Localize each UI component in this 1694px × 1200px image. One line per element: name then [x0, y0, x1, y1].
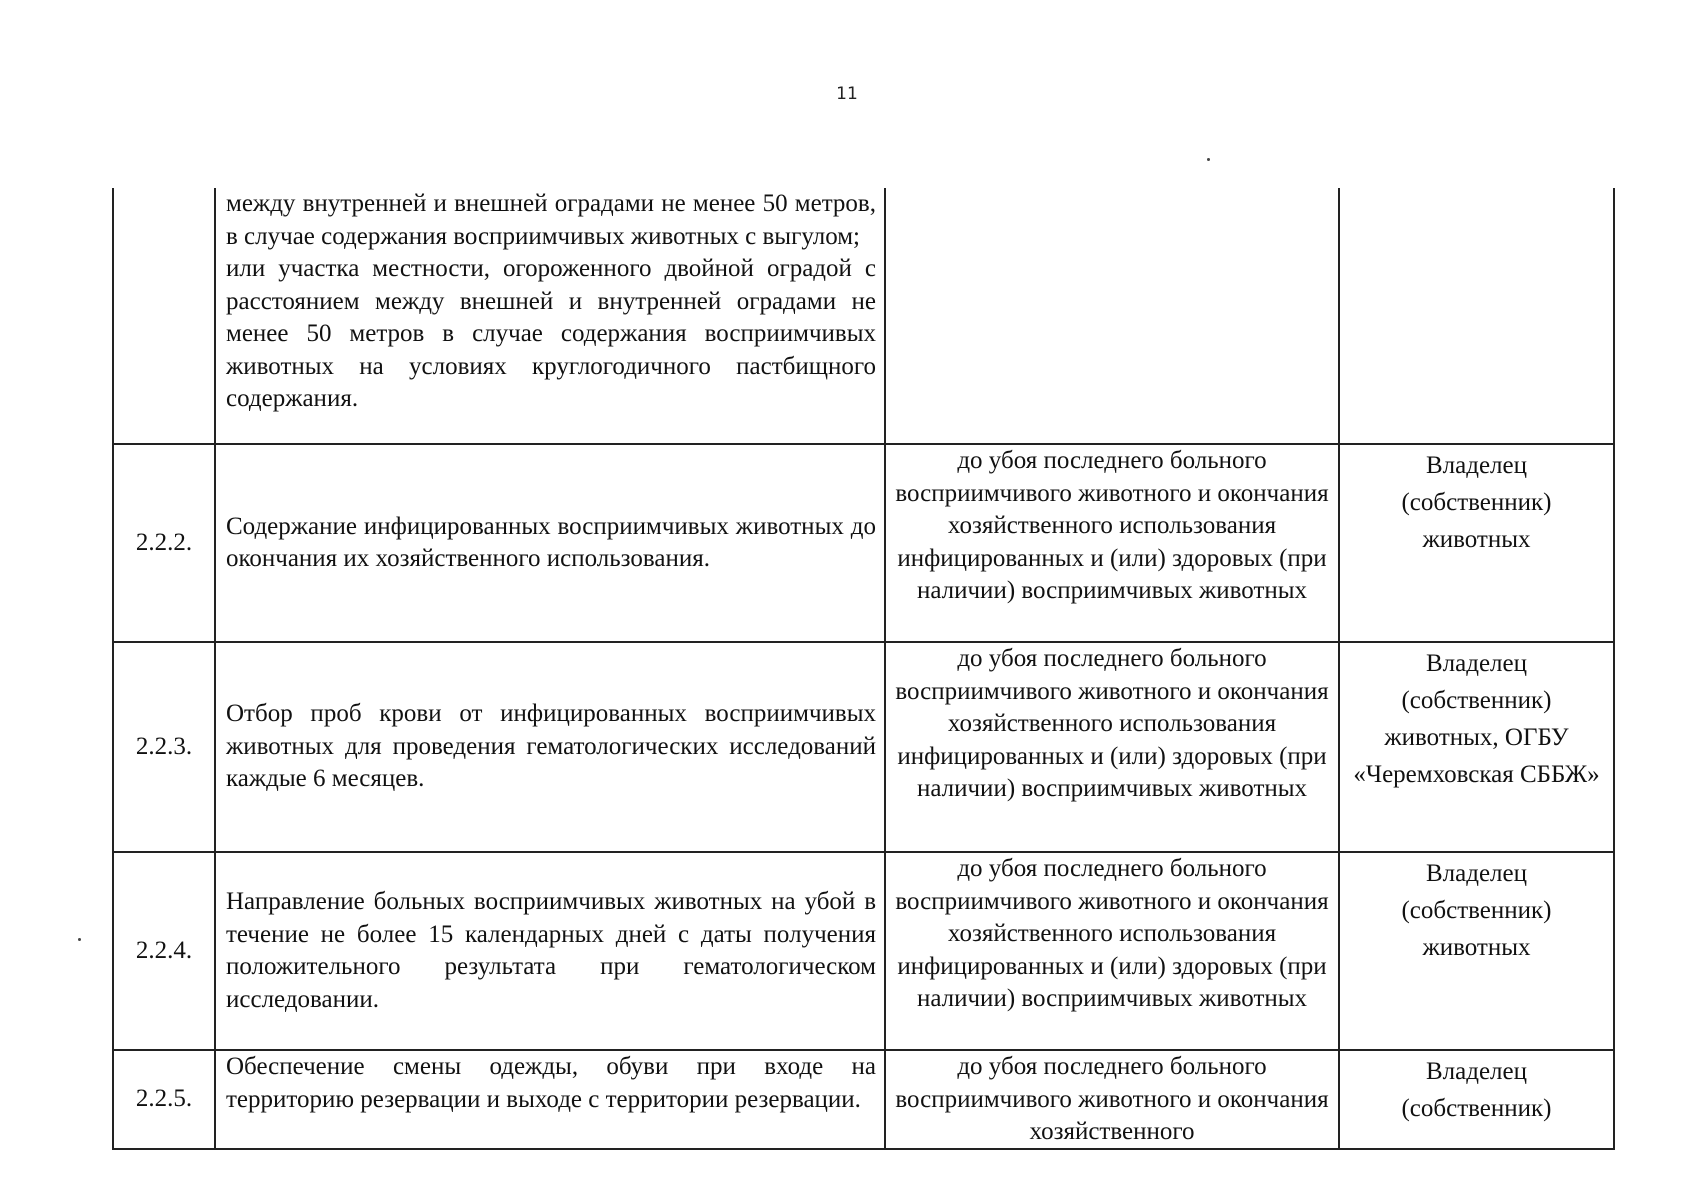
responsible-cell [1339, 188, 1614, 444]
measure-paragraph: между внутренней и внешней оградами не менее 50 метров, в случае содержания восприимчивых животных с выгулом; [226, 190, 876, 250]
table-row [113, 852, 1614, 1050]
measure-paragraph: или участка местности, огороженного двойной оградой с расстоянием между внешней и внутренней оградами не менее 50 метров в случае содержания восприимчивых животных на условиях круглогодичного пастбищного содержания. [226, 255, 876, 412]
measure-text: Обеспечение смены одежды, обуви при входе на территорию резервации и выходе с территории резервации. [226, 1053, 876, 1113]
measure-cell [215, 188, 885, 444]
number-cell: 2.2.2. [113, 444, 215, 642]
term-cell [885, 444, 1339, 642]
responsible-cell [1339, 1050, 1614, 1149]
responsible-text: Владелец (собственник) [1401, 1058, 1552, 1122]
term-cell [885, 852, 1339, 1050]
term-cell [885, 188, 1339, 444]
measure-cell [215, 642, 885, 852]
term-text: до убоя последнего больного восприимчивого животного и окончания хозяйственного использования инфицированных и (или) здоровых (при наличии) восприимчивых животных [895, 855, 1329, 1012]
term-text: до убоя последнего больного восприимчивого животного и окончания хозяйственного использования инфицированных и (или) здоровых (при наличии) восприимчивых животных [895, 447, 1329, 604]
scan-speck [78, 938, 81, 941]
responsible-text: Владелец (собственник) животных [1401, 860, 1552, 961]
responsible-text: Владелец (собственник) животных [1401, 452, 1552, 553]
term-cell [885, 642, 1339, 852]
term-text: до убоя последнего больного восприимчивого животного и окончания хозяйственного использования инфицированных и (или) здоровых (при наличии) восприимчивых животных [895, 645, 1329, 802]
table-row-continuation [113, 188, 1614, 444]
table-row [113, 444, 1614, 642]
measure-cell [215, 1050, 885, 1149]
measure-text: Содержание инфицированных восприимчивых животных до окончания их хозяйственного использования. [226, 512, 876, 572]
number-cell [113, 188, 215, 444]
table-row [113, 1050, 1614, 1149]
number-cell: 2.2.4. [113, 852, 215, 1050]
responsible-cell [1339, 444, 1614, 642]
measures-table [112, 188, 1615, 1150]
scan-speck [1207, 158, 1210, 161]
measure-cell [215, 852, 885, 1050]
measure-text: Направление больных восприимчивых животных на убой в течение не более 15 календарных дней с даты получения положительного результата при гематологическом исследовании. [226, 888, 876, 1013]
page-number: 11 [836, 84, 858, 104]
responsible-text: Владелец (собственник) животных, ОГБУ «Черемховская СББЖ» [1353, 650, 1600, 788]
measure-text: Отбор проб крови от инфицированных восприимчивых животных для проведения гематологических исследований каждые 6 месяцев. [226, 700, 876, 793]
table-row [113, 642, 1614, 852]
number-cell: 2.2.5. [113, 1050, 215, 1149]
responsible-cell [1339, 642, 1614, 852]
number-cell: 2.2.3. [113, 642, 215, 852]
responsible-cell [1339, 852, 1614, 1050]
term-text: до убоя последнего больного восприимчивого животного и окончания хозяйственного [895, 1053, 1329, 1145]
term-cell [885, 1050, 1339, 1149]
measure-cell [215, 444, 885, 642]
